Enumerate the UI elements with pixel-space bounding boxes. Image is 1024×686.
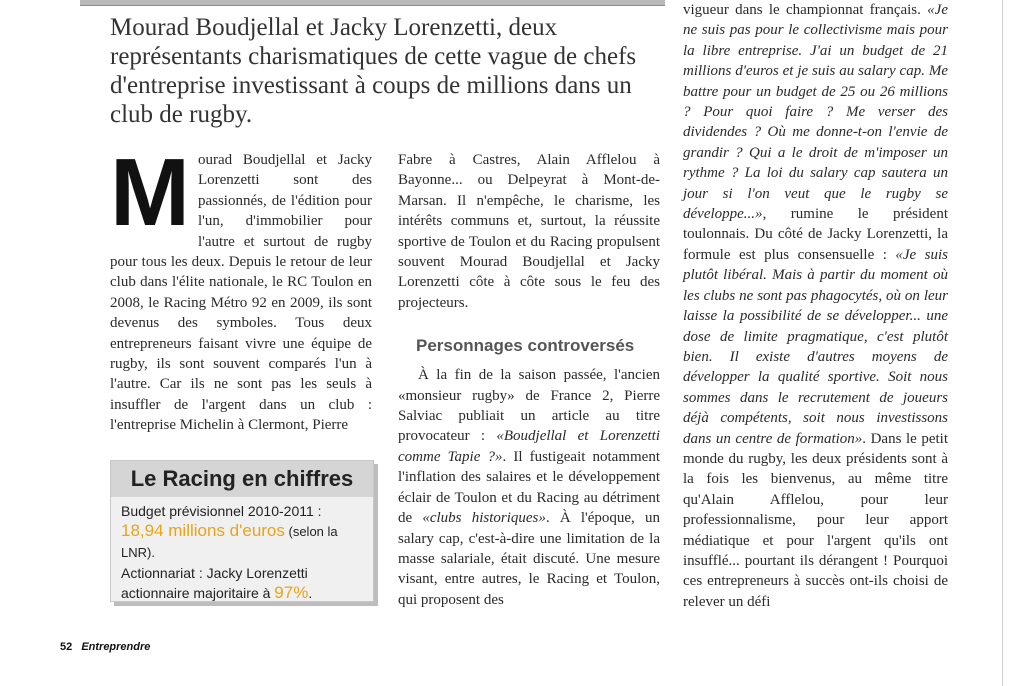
column-3-paragraph [683, 0, 948, 612]
text-run: . Il fustigeait notamment l'inflation des salaires et le développement éclair de Toulon et du Racing au détriment de [398, 448, 661, 527]
page-footer [60, 641, 150, 653]
ownership-percent: 97% [274, 583, 309, 602]
drop-cap: M [110, 139, 188, 246]
quote-boudjellal: «Je ne suis pas pour le collectivisme mais pour la libre entreprise. J'ai un budget de 21 millions d'euros et je suis au salary cap. Me battre pour un budget de 25 ou 26 millions ? Pour quoi faire ? Me verser des dividendes ? Où me donne-t-on l'envie de grandir ? Qui a le droit de m'imposer un rythme ? La loi du salary cap sautera un jour si l'on veut que le rugby se développe...» [683, 2, 948, 223]
racing-figures-box [110, 460, 374, 602]
budget-line [121, 521, 363, 563]
period: . [308, 585, 313, 601]
actionnariat-text: Actionnariat : Jacky Lorenzetti actionnaire majoritaire à [121, 565, 308, 601]
page-number: 52 [60, 641, 73, 653]
top-rule [80, 0, 665, 6]
page-edge-rule [1002, 0, 1003, 686]
budget-label: Budget prévisionnel 2010-2011 : [121, 503, 322, 519]
column-3 [683, 0, 948, 612]
quote-lorenzetti: «Je suis plutôt libéral. Mais à partir du moment où les clubs ne sont pas phagocytés, où on leur laisse la possibilité de se développer... une dose de limite pragmatique, c'est plutôt bien. Il existe d'autres moyens de développer la qualité sportive. Soit nous sommes dans le recrutement de joueurs déjà compétents, soit nous investissons dans un centre de formation» [683, 246, 948, 447]
actionnariat-line [121, 563, 363, 603]
quote-clubs: «clubs historiques» [422, 510, 546, 527]
box-title: Le Racing en chiffres [111, 461, 373, 497]
budget-note: (selon la LNR). [121, 524, 338, 560]
quote-title: «Boudjellal et Lorenzetti comme Tapie ?» [398, 428, 660, 465]
publication-name: Entreprendre [81, 641, 151, 653]
lede-paragraph: Mourad Boudjellal et Jacky Lorenzetti, deux représentants charismatiques de cette vague de chefs d'entreprise investissant à coups de millions dans un club de rugby. [110, 14, 637, 128]
column-2 [398, 150, 660, 610]
text-run: vigueur dans le championnat français. [683, 2, 928, 18]
text-run: , rumine le président toulonnais. Du côté de Jacky Lorenzetti, la formule est plus consensuelle : [683, 206, 948, 263]
section-subheading: Personnages controversés [416, 336, 635, 356]
column-2-paragraph-1: Fabre à Castres, Alain Afflelou à Bayonne... ou Delpeyrat à Mont-de-Marsan. Il n'empêche, le charisme, les intérêts communs et, surtout, la réussite sportive de Toulon et du Racing propulsent souvent Mourad Boudjellal et Jacky Lorenzetti côte à côte sous le feu des projecteurs. [398, 152, 660, 311]
budget-value: 18,94 millions d'euros [121, 521, 285, 540]
text-run: . Dans le petit monde du rugby, les deux présidents sont à la fois les bienvenus, au même titre qu'Alain Afflelou, pour leur professionnalisme, pour leur apport médiatique et pour l'argent qu'ils ont insufflé... pourtant ils dérangent ! Pourquoi ces entrepreneurs à succès ont-ils choisi de relever un défi [683, 430, 948, 610]
text-run: À la fin de la saison passée, l'ancien «monsieur rugby» de France 2, Pierre Salviac publiait un article au titre provocateur : [398, 367, 660, 445]
box-body [111, 497, 373, 607]
column-1 [110, 139, 372, 436]
column-2-paragraph-2 [398, 365, 660, 610]
column-1-text: ourad Boudjellal et Jacky Lorenzetti sont des passionnés, de l'édition pour l'un, d'immobilier pour l'autre et surtout de rugby pour tous les deux. Depuis le retour de leur club dans l'élite nationale, le RC Toulon en 2008, le Racing Métro 92 en 2009, ils sont devenus des symboles. Tous deux entrepreneurs faisant vivre une équipe de rugby, ils sont souvent comparés l'un à l'autre. Car ils ne sont pas les seuls à insuffler de l'argent dans un club : l'entreprise Michelin à Clermont, Pierre [110, 152, 372, 434]
text-run: . À l'époque, un salary cap, c'est-à-dire une limitation de la masse salariale, était discuté. Une mesure visant, entre autres, le Racing et Toulon, qui proposent des [398, 510, 660, 608]
